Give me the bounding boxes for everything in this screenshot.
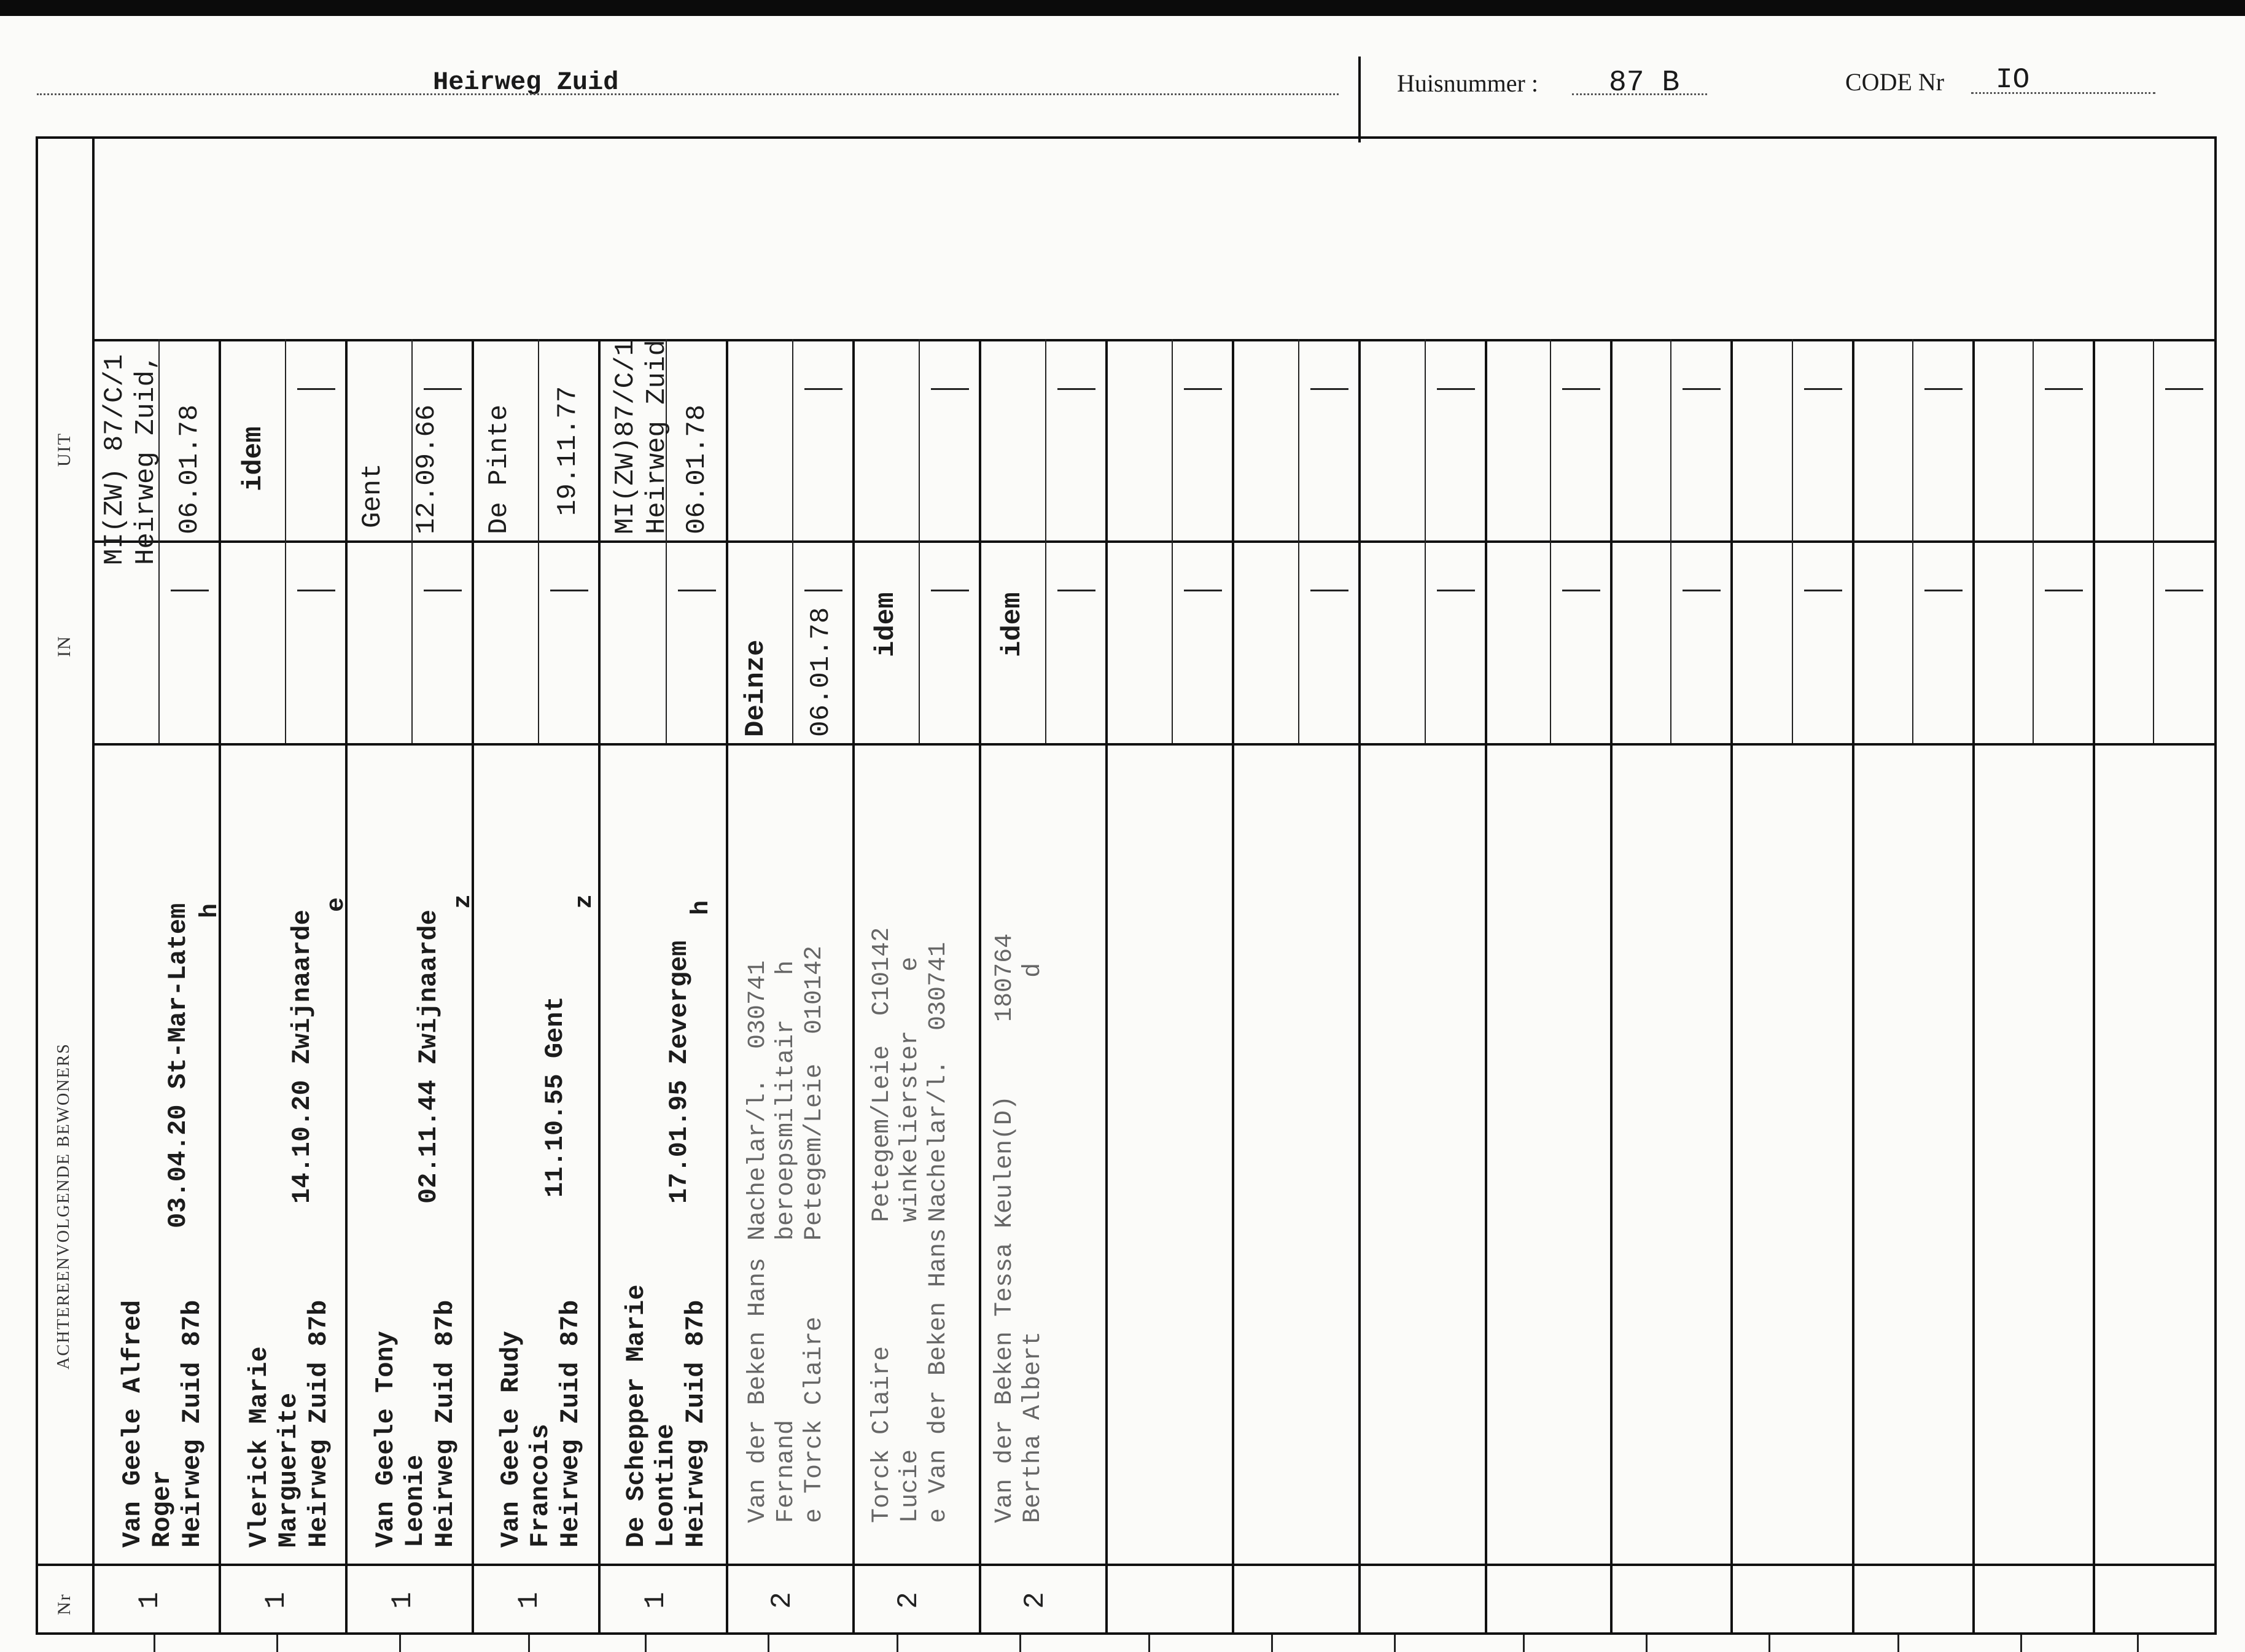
birth-info: Nachelar/l. 030741 beroepsmilitair h Petegem/Leie 010142 bbox=[744, 945, 828, 1241]
row-nr: 2 bbox=[892, 1592, 925, 1609]
gender-code: h bbox=[688, 900, 715, 915]
bewoners-nr-divider bbox=[36, 1564, 2217, 1566]
birth-info: 11.10.55 Gent bbox=[540, 996, 570, 1198]
scan-top-edge bbox=[0, 0, 2245, 16]
in-place: idem bbox=[871, 592, 901, 657]
col-border-1 bbox=[219, 339, 221, 1635]
header-divider bbox=[1358, 56, 1361, 142]
uit-date: 19.11.77 bbox=[553, 386, 583, 516]
col-border-11 bbox=[1485, 339, 1487, 1635]
transfer-note: MI(ZW) 87/C/1 Heirweg Zuid, bbox=[99, 354, 161, 565]
resident-name: Vlerick Marie Marguerite Heirweg Zuid 87b bbox=[244, 1299, 333, 1548]
uit-date: 12.09.66 bbox=[411, 404, 442, 534]
uit-date: 06.01.78 bbox=[174, 404, 205, 534]
col-border-16 bbox=[2093, 339, 2095, 1635]
uit-place: MI(ZW)87/C/1 Heirweg Zuid bbox=[610, 340, 672, 534]
col-border-2 bbox=[345, 339, 348, 1635]
table-top-border bbox=[36, 136, 2217, 139]
col-border-4 bbox=[598, 339, 601, 1635]
row-nr: 2 bbox=[1019, 1592, 1051, 1609]
uit-place: Gent bbox=[357, 463, 388, 528]
in-place: Deinze bbox=[741, 639, 771, 737]
uit-in-divider bbox=[92, 540, 2214, 543]
birth-info: 02.11.44 Zwijnaarde bbox=[414, 910, 443, 1204]
resident-name: De Schepper Marie Leontine Heirweg Zuid 87b bbox=[621, 1284, 710, 1548]
label-column-border bbox=[92, 136, 95, 1635]
uit-column-label: UIT bbox=[54, 432, 74, 467]
table-left-border bbox=[36, 136, 38, 1635]
in-date: 06.01.78 bbox=[806, 607, 836, 737]
row-nr: 1 bbox=[260, 1592, 292, 1609]
resident-name: Van Geele Tony Leonie Heirweg Zuid 87b bbox=[371, 1299, 460, 1548]
resident-name: Van der Beken Hans Fernand e Torck Claire bbox=[744, 1257, 828, 1523]
col-border-13 bbox=[1730, 339, 1733, 1635]
street-name: Heirweg Zuid bbox=[433, 68, 619, 97]
col-border-3 bbox=[472, 339, 474, 1635]
huisnummer-dotted-line bbox=[1572, 93, 1707, 95]
birth-info: 03.04.20 St-Mar-Latem bbox=[163, 903, 193, 1228]
col-border-6 bbox=[852, 339, 855, 1635]
col-border-5 bbox=[726, 339, 728, 1635]
col-border-10 bbox=[1358, 339, 1361, 1635]
uit-date: 06.01.78 bbox=[682, 404, 712, 534]
gender-code: e bbox=[323, 897, 351, 912]
uit-place: idem bbox=[238, 426, 269, 491]
resident-name: Torck Claire Lucie e Van der Beken Hans bbox=[868, 1228, 952, 1523]
bewoners-column-label: ACHTEREENVOLGENDE BEWONERS bbox=[54, 1043, 73, 1370]
col-border-9 bbox=[1232, 339, 1234, 1635]
row-nr: 1 bbox=[133, 1592, 166, 1609]
huisnummer-value: 87 B bbox=[1609, 66, 1680, 99]
huisnummer-label: Huisnummer : bbox=[1397, 69, 1538, 97]
resident-name: Van Geele Rudy Francois Heirweg Zuid 87b bbox=[496, 1299, 585, 1548]
row-nr: 1 bbox=[639, 1592, 672, 1609]
uit-place: De Pinte bbox=[484, 404, 515, 534]
code-dotted-line bbox=[1971, 92, 2155, 94]
birth-info: 14.10.20 Zwijnaarde bbox=[287, 910, 317, 1204]
gender-code: h bbox=[196, 903, 224, 918]
col-border-12 bbox=[1610, 339, 1613, 1635]
gender-code: z bbox=[571, 894, 599, 909]
col-border-14 bbox=[1852, 339, 1854, 1635]
uit-section-top bbox=[92, 339, 2214, 341]
row-nr: 1 bbox=[386, 1592, 419, 1609]
row-nr: 2 bbox=[766, 1592, 798, 1609]
in-column-label: IN bbox=[54, 635, 74, 657]
in-place: idem bbox=[997, 592, 1028, 657]
code-label: CODE Nr bbox=[1845, 68, 1945, 96]
col-border-7 bbox=[979, 339, 981, 1635]
row-nr: 1 bbox=[513, 1592, 545, 1609]
gender-code: z bbox=[449, 894, 477, 909]
table-right-border bbox=[2214, 136, 2217, 1635]
birth-info: Keulen(D) 180764 d bbox=[991, 933, 1047, 1228]
col-border-8 bbox=[1105, 339, 1108, 1635]
col-border-15 bbox=[1972, 339, 1975, 1635]
birth-info: 17.01.95 Zevergem bbox=[664, 940, 694, 1204]
birth-info: Petegem/Leie C10142 winkelierster e Nachelar/l. 030741 bbox=[868, 927, 952, 1222]
nr-column-label: Nr bbox=[54, 1593, 74, 1615]
resident-name: Van der Beken Tessa Bertha Albert bbox=[991, 1242, 1047, 1523]
in-bewoners-divider bbox=[92, 743, 2214, 746]
resident-name: Van Geele Alfred Roger Heirweg Zuid 87b bbox=[118, 1299, 207, 1548]
street-dotted-line bbox=[37, 93, 1339, 95]
table-bottom-border bbox=[36, 1632, 2217, 1635]
code-value: IO bbox=[1996, 64, 2030, 96]
